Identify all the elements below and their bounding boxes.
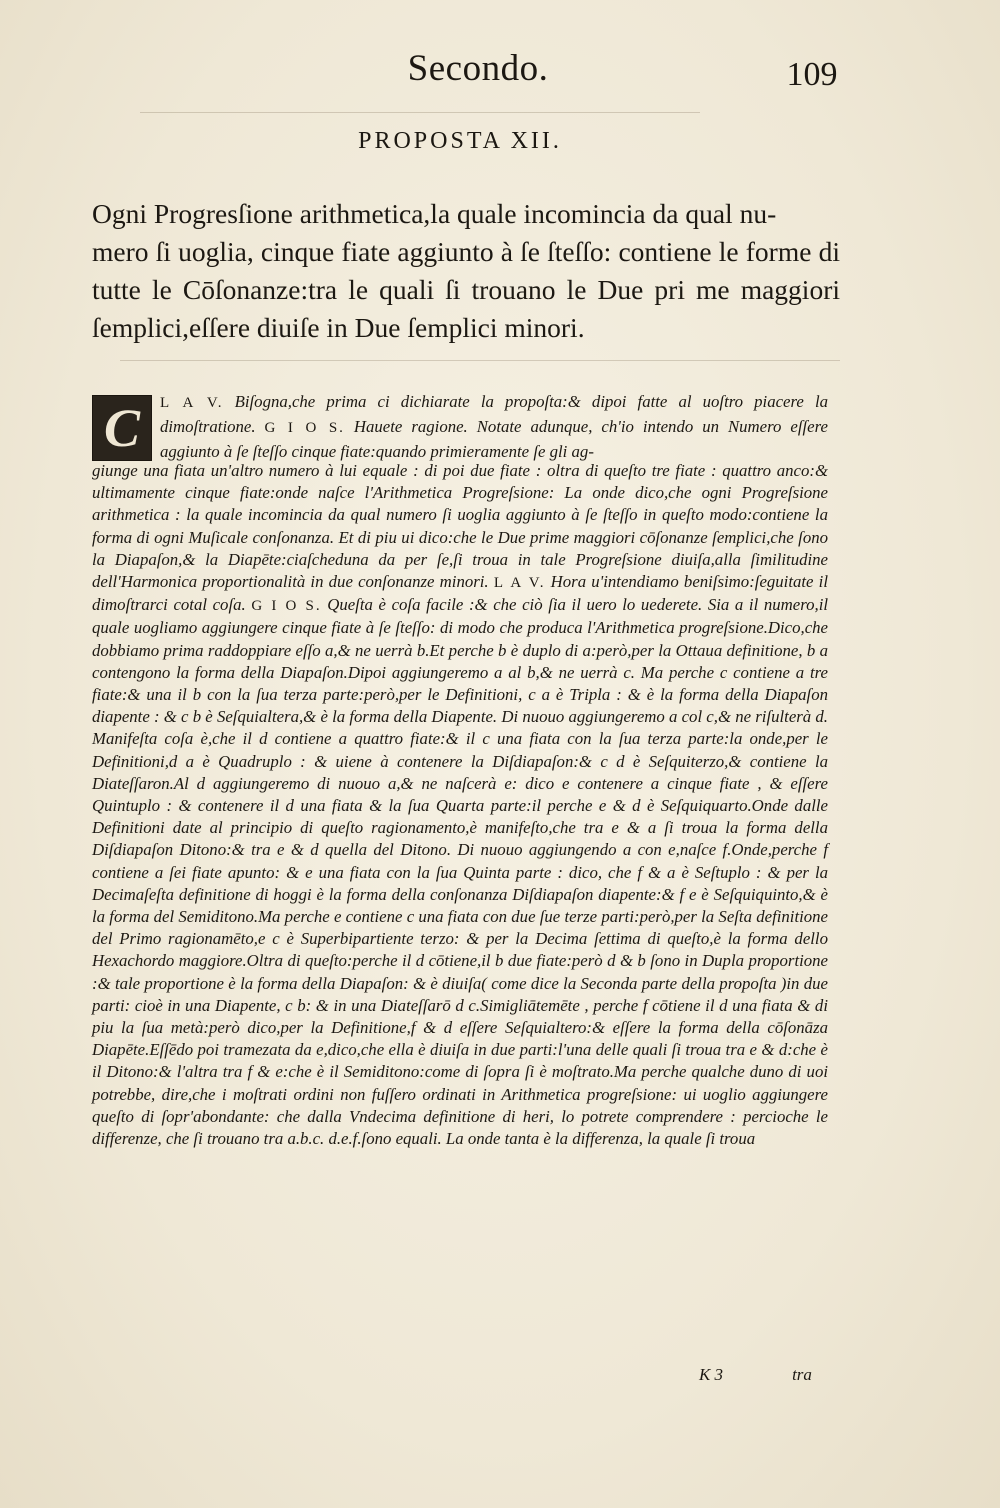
dialogue-text: giunge una fiata un'altro numero à lui equale : di poi due fiate : oltra di queſto tre fiate : quattro anco:& ultimamente cinque fiate:onde naſce l'Arithmetica Progreſsione: La onde dico,che ogni Progreſsione arithmetica : la quale incomincia da qual numero ſi uoglia aggiunto à ſe ſteſſo in queſto modo:contiene la forma di ogni Muſicale conſonanza. Et di piu ui dico:che le Due prime maggiori cōſonanze ſemplici,che ſono la Diapaſon,& la Diapēte:ciaſcheduna da per ſe,ſi troua in tale Progreſsione diuiſa,alla ſimilitudine dell'Harmonica proportionalità in due conſonanze minori. — [92, 461, 828, 592]
decorative-rule — [120, 360, 840, 361]
proposition-title: PROPOSTA XII. — [358, 128, 562, 154]
statement-first-line: Ogni Progresſione arithmetica,la quale incomincia da qual nu- — [92, 198, 777, 229]
dialogue-body — [92, 460, 828, 1150]
statement-text: mero ſi uoglia, cinque fiate aggiunto à ſe ſteſſo: contiene le forme di tutte le Cōſonanze:tra le quali ſi trouano le Due pri me maggiori ſemplici,eſſere diuiſe in Due ſemplici minori. — [92, 236, 840, 343]
dialogue-text: Biſogna,che prima ci dichiarate la propoſta:& dipoi fatte al uoſtro piacere la dimoſtratione. — [160, 392, 828, 436]
speaker-label: L A V. — [160, 395, 224, 411]
catchword: tra — [792, 1365, 812, 1384]
speaker-label: G I O S. — [251, 598, 322, 615]
speaker-label: G I O S. — [264, 420, 345, 436]
signature-mark: K 3 — [698, 1365, 724, 1384]
drop-cap-letter: C — [103, 398, 141, 458]
page-number: 109 — [786, 56, 838, 93]
dialogue-opening — [160, 390, 828, 463]
proposition-statement — [92, 195, 840, 347]
decorative-rule — [140, 112, 700, 113]
speaker-label: L A V. — [493, 575, 546, 592]
dialogue-text: Queſta è coſa facile :& che ciò ſia il uero lo uederete. Sia a il numero,il quale uogliamo aggiungere cinque fiate à ſe ſteſſo: di modo che produca l'Arithmetica progreſsione.Dico,che dobbiamo prima raddoppiare eſſo a,& ne uerrà b.Et perche b è duplo di a:però,per la Ottaua definitione, b a contengono la forma della Diapaſon.Dipoi aggiungeremo a al b,& ne uerrà c. Ma perche c contiene a tre fiate:& una il b con la ſua terza parte:però,per le Definitioni, c a è Tripla : & è la forma della Diapaſon diapente : & c b è Seſquialtera,& è la forma della Diapente. Di nuouo aggiungeremo a col c,& ne riſulterà d. Manifeſta coſa è,che il d contiene a quattro fiate:& il c una fiata con la ſua terza parte:la onde,per le Definitioni,d a è Quadruplo : & uiene à contenere la Diſdiapaſon:& c d è Seſquiterzo,& contiene la Diateſſaron.Al d aggiungeremo di nuouo a,& ne naſcerà e: dico e contenere a cinque fiate , & eſſere Quintuplo : & contenere il d una fiata & la ſua Quarta parte:il perche e & d è Seſquiquarto.Onde dalle Definitioni date al principio di queſto ragionamento,è manifeſto,che tra e & a ſi troua la forma della Diſdiapaſon Ditono:& tra e & d quella del Ditono. Di nuouo aggiungendo a con e,naſce f.Onde,perche f contiene a ſei fiate apunto: & e una fiata con la ſua Quinta parte : dico, che f & a è Seſtuplo : & per la Decimaſeſta definitione di hoggi è la forma della conſonanza Diſdiapaſon diapente:& f e è Seſquiquinto,& è la forma del Semiditono.Ma perche e contiene c una fiata con due ſue terze parti:però,per la Seſta definitione del Primo ragionamēto,e c è Superbipartiente terzo: & per la Decima ſettima di queſto,è la forma dello Hexachordo maggiore.Oltra di queſto:perche il d cōtiene,il b due fiate:però d & b ſono in Dupla proportione :& tale proportione è la forma della Diapaſon: & è diuiſa( come dice la Seconda parte della propoſta )in due parti: cioè in una Diapente, c b: & in una Diateſſarō d c.Simigliātemēte , perche f cōtiene il d una fiata & di piu la ſua metà:però dico,per la Definitione,f & d eſſere Seſquialtero:& eſſere la forma della cōſonāza Diapēte.Eſſēdo poi tramezata da e,dico,che ella è diuiſa in due parti:l'una delle quali ſi troua tra e & d:che è il Ditono:& l'altra tra f & e:che è il Semiditono:come di ſopra ſi è moſtrato.Ma perche qualche duno di uoi potrebbe, dire,che i moſtrati ordini non fuſſero ordinati in Arithmetica progreſsione: ui uoglio aggiungere queſto di ſopr'abondante: che dalla Vndecima definitione di heri, lo potrete comprendere : percioche le differenze, che ſi trouano tra a.b.c. d.e.f.ſono equali. La onde tanta è la differenza, la quale ſi troua — [92, 595, 829, 1149]
dialogue-text: Hora u'intendiamo beniſsimo:ſeguitate il dimoſtrarci cotal coſa. — [92, 572, 828, 615]
drop-cap-initial — [92, 395, 152, 461]
running-head: Secondo. — [407, 48, 549, 89]
dialogue-text: Hauete ragione. Notate adunque, ch'io intendo un Numero eſſere aggiunto à ſe ſteſſo cinque fiate:quando primieramente ſe gli ag- — [160, 417, 828, 461]
